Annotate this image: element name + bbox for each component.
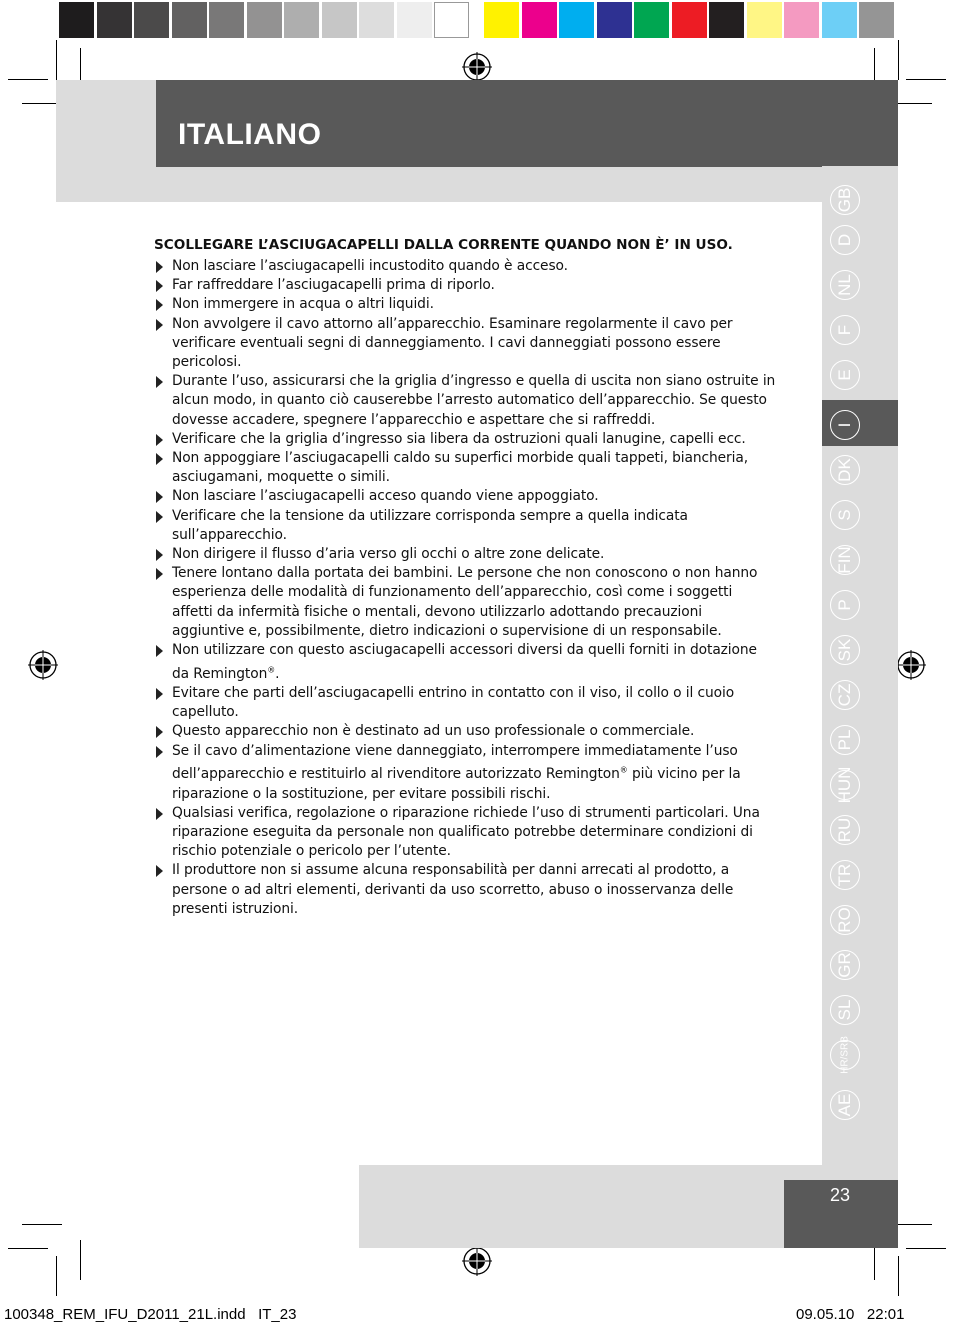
language-tab-sl[interactable]	[830, 995, 860, 1025]
crop-mark	[898, 1256, 899, 1296]
crop-mark	[22, 1224, 62, 1225]
bullet-triangle-icon	[156, 746, 163, 758]
list-item-text: Tenere lontano dalla portata dei bambini. Le persone che non conoscono o non hanno esperienza delle modalità di funzionamento dell’apparecchio, così come i soggetti affetti da infermità fisiche o mentali, devono utilizzarlo adottando precauzioni aggiuntive e, possibilmente, dietro indicazioni o supervisione di un responsabile.	[172, 565, 758, 639]
list-item	[154, 742, 776, 804]
bullet-triangle-icon	[156, 434, 163, 446]
gray-swatch	[209, 2, 244, 38]
page-number: 23	[830, 1185, 851, 1205]
language-tab-label: RU	[835, 817, 854, 843]
bullet-triangle-icon	[156, 280, 163, 292]
list-item	[154, 722, 776, 741]
language-tab-label: RO	[835, 907, 854, 933]
language-tab-e[interactable]	[830, 360, 860, 390]
language-tab-label: FIN	[835, 546, 854, 574]
language-tab-gb[interactable]	[830, 185, 860, 215]
language-tab-s[interactable]	[830, 500, 860, 530]
bullet-triangle-icon	[156, 299, 163, 311]
bullet-triangle-icon	[156, 511, 163, 523]
language-tab-label: SL	[835, 999, 854, 1021]
language-tab-hr-srb[interactable]	[830, 1036, 860, 1074]
list-item	[154, 430, 776, 449]
language-tab-label: P	[835, 599, 854, 611]
list-item	[154, 804, 776, 862]
bullet-triangle-icon	[156, 645, 163, 657]
language-tab-cz[interactable]	[830, 680, 860, 710]
list-item-text: Non dirigere il flusso d’aria verso gli occhi o altre zone delicate.	[172, 546, 605, 563]
registration-mark-icon	[462, 52, 492, 82]
language-tab-label: S	[835, 509, 854, 521]
bullet-triangle-icon	[156, 376, 163, 388]
section-heading: SCOLLEGARE L’ASCIUGACAPELLI DALLA CORRENTE QUANDO NON È’ IN USO.	[154, 237, 733, 253]
list-item	[154, 315, 776, 373]
list-item-text: Non lasciare l’asciugacapelli acceso quando viene appoggiato.	[172, 488, 599, 505]
list-item-text: Evitare che parti dell’asciugacapelli entrino in contatto con il viso, il collo o il cuoio capelluto.	[172, 685, 735, 721]
language-tab-i[interactable]	[830, 410, 860, 440]
language-tab-label: E	[835, 369, 854, 381]
process-color-swatch	[784, 2, 819, 38]
gray-swatch	[284, 2, 319, 38]
page-title: ITALIANO	[178, 118, 322, 151]
list-item-text: Se il cavo d’alimentazione viene danneggiato, interrompere immediatamente l’uso dell’apparecchio e restituirlo al rivenditore autorizzato Remington® più vicino per la riparazione o la sostituzione, per evitare possibili rischi.	[172, 742, 741, 802]
list-item-text: Verificare che la tensione da utilizzare corrisponda sempre a quella indicata sull’apparecchio.	[172, 507, 688, 543]
list-item	[154, 257, 776, 276]
list-item-text: Questo apparecchio non è destinato ad un uso professionale o commerciale.	[172, 723, 695, 740]
list-item-text: Non avvolgere il cavo attorno all’apparecchio. Esaminare regolarmente il cavo per verificare eventuali segni di danneggiamento. I cavi danneggiati possono essere pericolosi.	[172, 315, 733, 371]
crop-mark	[8, 1248, 48, 1249]
gray-swatch	[172, 2, 207, 38]
list-item-text: Verificare che la griglia d’ingresso sia libera da ostruzioni quali lanugine, capelli ecc.	[172, 430, 746, 447]
crop-mark	[80, 1240, 81, 1280]
process-color-swatch	[559, 2, 594, 38]
language-tab-dk[interactable]	[830, 455, 860, 485]
bullet-triangle-icon	[156, 568, 163, 580]
process-color-swatch	[522, 2, 557, 38]
gray-swatch	[359, 2, 394, 38]
gray-swatch	[134, 2, 169, 38]
language-tab-label: CZ	[835, 683, 854, 707]
language-tab-fin[interactable]	[830, 545, 860, 575]
crop-mark	[56, 1256, 57, 1296]
list-item-text: Non lasciare l’asciugacapelli incustodito quando è acceso.	[172, 258, 568, 274]
bullet-triangle-icon	[156, 261, 163, 273]
language-tab-tr[interactable]	[830, 860, 860, 890]
list-item	[154, 861, 776, 919]
gray-swatch	[247, 2, 282, 38]
process-color-swatch	[822, 2, 857, 38]
list-item	[154, 276, 776, 295]
crop-mark	[56, 40, 57, 80]
language-tab-label: AE	[835, 1093, 854, 1117]
language-tab-label: HR/SRB	[839, 1036, 851, 1074]
gray-swatch	[59, 2, 94, 38]
list-item-text: Non utilizzare con questo asciugacapelli accessori diversi da quelli forniti in dotazione da Remington®.	[172, 642, 757, 682]
list-item	[154, 372, 776, 430]
list-item	[154, 487, 776, 506]
process-color-swatch	[672, 2, 707, 38]
language-tab-ru[interactable]	[830, 815, 860, 845]
list-item	[154, 684, 776, 722]
registration-mark-icon	[462, 1246, 492, 1276]
crop-mark	[898, 40, 899, 80]
language-tab-label: SK	[835, 638, 854, 662]
crop-mark	[906, 1248, 946, 1249]
language-tab-hun[interactable]	[830, 766, 860, 804]
footer-file-info: 100348_REM_IFU_D2011_21L.indd IT_23	[4, 1306, 297, 1323]
gray-swatch	[434, 2, 469, 38]
bullet-triangle-icon	[156, 688, 163, 700]
registration-mark-icon	[896, 650, 926, 680]
process-color-swatch	[709, 2, 744, 38]
list-item	[154, 564, 776, 641]
gray-swatch	[322, 2, 357, 38]
language-tab-p[interactable]	[830, 590, 860, 620]
language-tab-sk[interactable]	[830, 635, 860, 665]
list-item	[154, 545, 776, 564]
gray-swatch	[97, 2, 132, 38]
crop-mark	[8, 79, 48, 80]
bullet-triangle-icon	[156, 319, 163, 331]
list-item-text: Far raffreddare l’asciugacapelli prima di riporlo.	[172, 277, 495, 294]
language-tab-label: GR	[835, 952, 854, 978]
list-item	[154, 295, 776, 314]
language-tab-label: HUN	[835, 766, 854, 804]
list-item	[154, 641, 776, 684]
language-tab-label: PL	[835, 729, 854, 751]
crop-mark	[892, 103, 932, 104]
list-item-text: Durante l’uso, assicurarsi che la griglia d’ingresso e quella di uscita non siano ostruite in alcun modo, in quanto ciò causerebbe l’arresto automatico dell’apparecchio. Se questo dovesse accadere, spegnere l’apparecchio e aspettare che si raffreddi.	[172, 373, 776, 428]
language-tab-f[interactable]	[830, 315, 860, 345]
language-tab-label: NL	[835, 274, 854, 296]
list-item-text: Non appoggiare l’asciugacapelli caldo su superfici morbide quali tappeti, biancheria, asciugamani, moquette o simili.	[172, 450, 749, 486]
language-tab-d[interactable]	[830, 225, 860, 255]
language-tab-label: F	[835, 324, 854, 336]
language-tab-label: D	[835, 233, 854, 247]
bullet-triangle-icon	[156, 865, 163, 877]
language-tab-ae[interactable]	[830, 1090, 860, 1120]
process-color-swatch	[597, 2, 632, 38]
language-tab-ro[interactable]	[830, 905, 860, 935]
bullet-triangle-icon	[156, 453, 163, 465]
bullet-triangle-icon	[156, 726, 163, 738]
footer-datetime: 09.05.10 22:01	[796, 1306, 905, 1323]
language-tab-label: I	[835, 422, 854, 428]
gray-swatch	[397, 2, 432, 38]
bullet-triangle-icon	[156, 491, 163, 503]
language-tab-label: GB	[835, 187, 854, 213]
bullet-list	[154, 257, 776, 919]
list-item-text: Non immergere in acqua o altri liquidi.	[172, 296, 434, 313]
crop-mark	[906, 79, 946, 80]
process-color-swatch	[747, 2, 782, 38]
language-tab-label: TR	[835, 863, 854, 887]
bullet-triangle-icon	[156, 549, 163, 561]
list-item	[154, 449, 776, 487]
process-color-swatch	[634, 2, 669, 38]
list-item-text: Qualsiasi verifica, regolazione o riparazione richiede l’uso di strumenti particolari. Una riparazione eseguita da personale non qualificato potrebbe determinare condizioni di rischio potenziale o pericolo per l’utente.	[172, 804, 760, 860]
process-color-swatch	[484, 2, 519, 38]
language-tab-label: DK	[835, 458, 854, 482]
language-tab-nl[interactable]	[830, 270, 860, 300]
language-tab-pl[interactable]	[830, 725, 860, 755]
process-color-swatch	[859, 2, 894, 38]
bullet-triangle-icon	[156, 808, 163, 820]
crop-mark	[892, 1224, 932, 1225]
safety-instructions	[154, 236, 776, 919]
registration-mark-icon	[28, 650, 58, 680]
language-tab-gr[interactable]	[830, 950, 860, 980]
list-item-text: Il produttore non si assume alcuna responsabilità per danni arrecati al prodotto, a persone o ad altri elementi, derivanti da uso scorretto, abuso o inosservanza delle presenti istruzioni.	[172, 862, 734, 917]
list-item	[154, 507, 776, 545]
